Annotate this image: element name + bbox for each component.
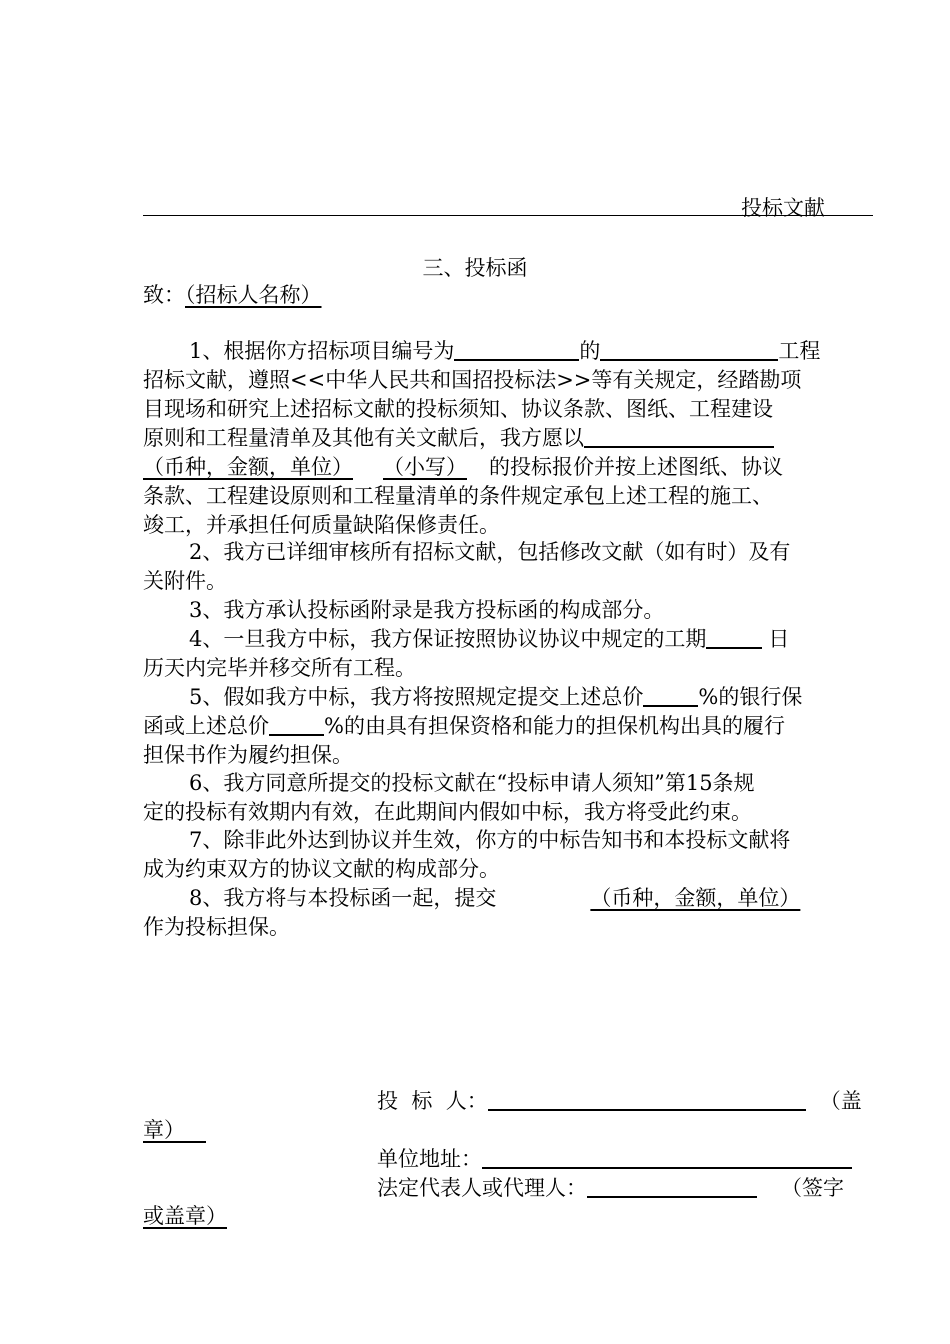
p5-line3: 担保书作为履约担保。	[143, 743, 353, 767]
p1-line1	[143, 337, 921, 366]
bank-guarantee-percent-blank	[643, 683, 698, 707]
currency-amount-unit: （币种，金额，单位）	[143, 455, 353, 479]
p5-text-c: 函或上述总价	[143, 714, 269, 738]
address-blank	[482, 1145, 852, 1169]
lowercase-amount: （小写）	[383, 455, 467, 479]
p4-text-b: 日	[768, 627, 790, 651]
p1-line5	[143, 453, 875, 482]
p1-text-c: 工程	[778, 339, 821, 363]
p4-line1	[143, 625, 921, 654]
bidder-seal-hint: （盖	[819, 1089, 862, 1113]
p2-line1: 2、我方已详细审核所有招标文献，包括修改文献（如有时）及有	[189, 540, 791, 564]
bid-bond-amount: （币种，金额，单位）	[590, 886, 801, 910]
p1-line5-text: 的投标报价并按上述图纸、协议	[489, 455, 783, 479]
sign-seal-hint: （签字	[781, 1176, 844, 1200]
p4-text-a: 4、一旦我方中标，我方保证按照协议协议中规定的工期	[189, 627, 707, 651]
p1-line2: 招标文献，遵照<<中华人民共和国招投标法>>等有关规定，经踏勘项	[143, 368, 802, 392]
bidder-row	[377, 1085, 862, 1115]
p8-line2: 作为投标担保。	[143, 915, 290, 939]
p7-line1: 7、除非此外达到协议并生效，你方的中标告知书和本投标文献将	[189, 828, 791, 852]
bidder-seal-hint-text: 章）	[143, 1118, 185, 1142]
p3-line1: 3、我方承认投标函附录是我方投标函的构成部分。	[189, 598, 665, 622]
addressee-line	[143, 281, 875, 310]
sign-seal-hint-text: 或盖章）	[143, 1204, 227, 1228]
p2-line2: 关附件。	[143, 569, 227, 593]
addressee-prefix: 致：	[143, 283, 185, 307]
p5-text-d: %的由具有担保资格和能力的担保机构出具的履行	[324, 714, 785, 738]
p1-line4-text: 原则和工程量清单及其他有关文献后，我方愿以	[143, 426, 584, 450]
period-days-blank	[706, 625, 762, 649]
p1-line4	[143, 424, 875, 453]
p8-line1	[143, 884, 921, 913]
address-row	[377, 1143, 852, 1173]
p6-line2: 定的投标有效期内有效，在此期间内假如中标，我方将受此约束。	[143, 800, 752, 824]
p1-line6: 条款、工程建设原则和工程量清单的条件规定承包上述工程的施工、	[143, 484, 773, 508]
sign-seal-hint-cont	[143, 1200, 227, 1230]
price-blank	[584, 424, 774, 448]
p1-text-a: 1、根据你方招标项目编号为	[189, 339, 455, 363]
bidder-seal-hint-cont	[143, 1114, 206, 1144]
guarantor-percent-blank	[269, 712, 324, 736]
p1-text-b: 的	[579, 339, 601, 363]
p7-line2: 成为约束双方的协议文献的构成部分。	[143, 857, 500, 881]
p4-line2: 历天内完毕并移交所有工程。	[143, 656, 416, 680]
representative-row	[377, 1172, 844, 1202]
bidder-name-blank	[488, 1087, 806, 1111]
p5-text-a: 5、假如我方中标，我方将按照规定提交上述总价	[189, 685, 644, 709]
bidder-label: 投 标 人：	[377, 1089, 488, 1113]
project-name-blank	[600, 337, 778, 361]
addressee-name: （招标人名称）	[185, 283, 322, 307]
project-number-blank	[454, 337, 579, 361]
header-title: 投标文献	[741, 196, 825, 220]
p5-line1	[143, 683, 921, 712]
p8-text-a: 8、我方将与本投标函一起，提交	[189, 886, 497, 910]
p6-line1: 6、我方同意所提交的投标文献在“投标申请人须知”第15条规	[189, 771, 755, 795]
p5-line2	[143, 712, 875, 741]
p1-line7: 竣工，并承担任何质量缺陷保修责任。	[143, 513, 500, 537]
header-rule	[143, 215, 873, 216]
representative-label: 法定代表人或代理人：	[377, 1176, 587, 1200]
p5-text-b: %的银行保	[698, 685, 803, 709]
section-title: 三、投标函	[422, 256, 528, 280]
p1-line3: 目现场和研究上述招标文献的投标须知、协议条款、图纸、工程建设	[143, 397, 773, 421]
address-label: 单位地址：	[377, 1147, 482, 1171]
representative-blank	[587, 1174, 757, 1198]
